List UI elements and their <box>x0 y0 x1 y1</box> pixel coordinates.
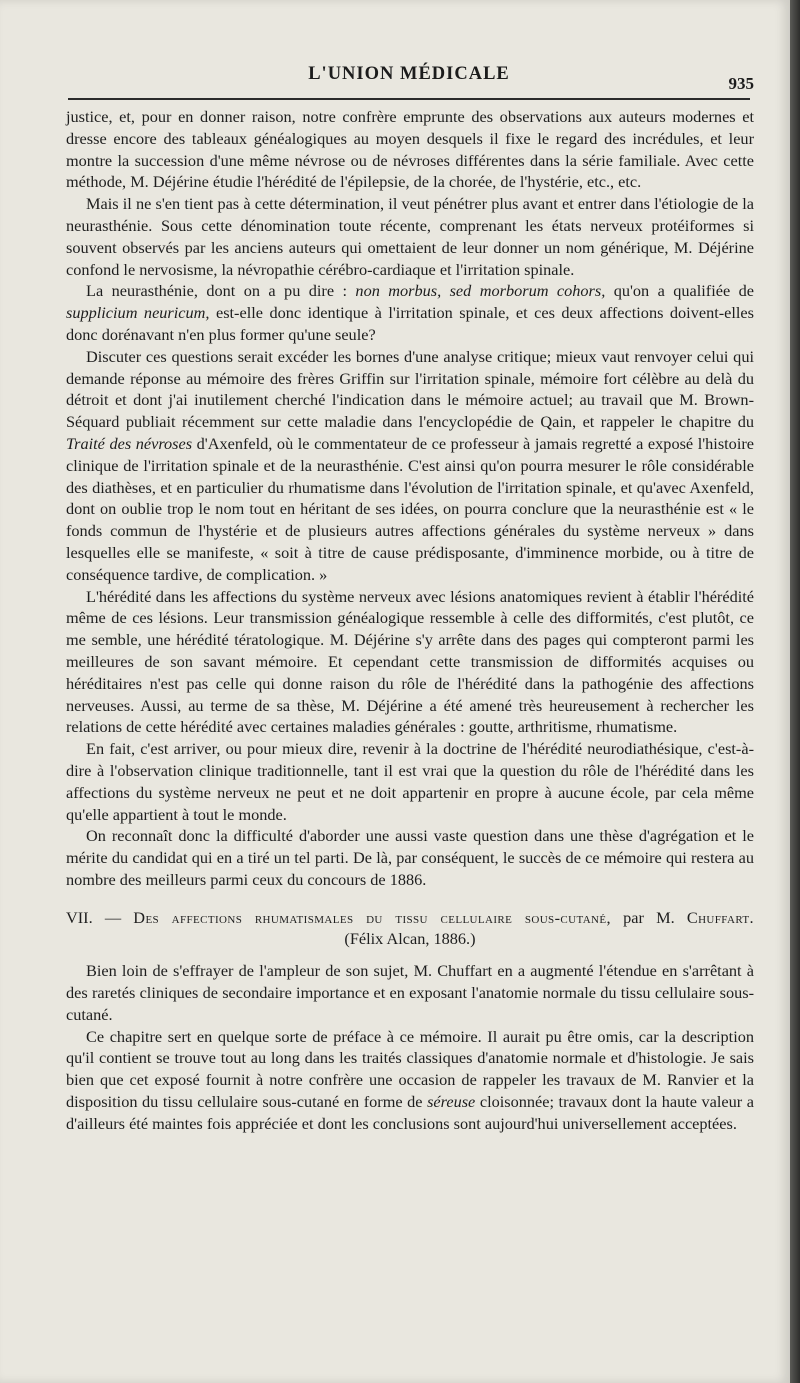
header-rule <box>68 98 750 100</box>
running-title: L'UNION MÉDICALE <box>308 64 510 84</box>
page-edge-shadow <box>790 0 800 1383</box>
term: séreuse <box>427 1092 476 1112</box>
review-author: Chuffart. <box>686 907 755 927</box>
paragraph: Discuter ces questions serait excéder les bornes d'une analyse critique; mieux vaut renvoyer celui qui demande réponse au mémoire des frères Griffin sur l'irritation spinale, mémoire fort célèbre au delà du détroit et dont j'ai inutilement cherché l'indication dans le mémoire actuel; au travail que M. Brown-Séquard publiait récemment sur cette maladie dans l'encyclopédie de Qain, et rappeler le chapitre du Traité des névroses d'Axenfeld, où le commentateur de ce professeur à jamais regretté a exposé l'histoire clinique de l'irritation spinale et de la neurasthénie. C'est ainsi qu'on pourra mesurer le rôle considérable des diathèses, et en particulier du rhumatisme dans l'évolution de l'irritation spinale, et qu'avec Axenfeld, dont on oublie trop le nom tout en héritant de ses idées, on pourra conclure que la neurasthénie est « le fonds commun de l'hystérie et de plusieurs autres affections générales du système nerveux » dans lesquelles elle se manifeste, « soit à titre de cause prédisposante, d'imminence morbide, ou à titre de conséquence tardive, de complication. » <box>66 346 754 584</box>
paragraph: En fait, c'est arriver, ou pour mieux dire, revenir à la doctrine de l'hérédité neurodiathésique, c'est-à-dire à l'observation clinique traditionnelle, tant il est vrai que la question du rôle de l'hérédité dans les affections du système nerveux ne peut et ne doit appartenir en propre à aucune école, par cela même qu'elle appartient à tout le monde. <box>66 739 754 824</box>
latin-term: supplicium neuricum, <box>66 303 210 323</box>
review-title: Des affections rhumatismales du tissu cellulaire sous-cutané, <box>133 907 611 927</box>
paragraph: L'hérédité dans les affections du système nerveux avec lésions anatomiques revient à établir l'hérédité même de ces lésions. Leur transmission généalogique ressemble à celle des difformités, c'est plutôt, ce me semble, une hérédité tératologique. M. Déjérine s'y arrête dans des pages qui compteront parmi les meilleures de son savant mémoire. Et cependant cette transmission de difformités acquises ou héréditaires n'est pas celle qui donne raison du rôle de l'hérédité dans la pathogénie des affections nerveuses. Aussi, au terme de sa thèse, M. Déjérine a été amené très heureusement à rechercher les relations de cette hérédité avec certaines maladies générales : goutte, arthritisme, rhumatisme. <box>66 586 754 737</box>
paragraph: Bien loin de s'effrayer de l'ampleur de son sujet, M. Chuffart en a augmenté l'étendue en s'arrêtant à des raretés cliniques de secondaire importance et en exposant l'anatomie normale du tissu cellulaire sous-cutané. <box>66 961 754 1024</box>
paragraph: Ce chapitre sert en quelque sorte de préface à ce mémoire. Il aurait pu être omis, car la description qu'il contient se trouve tout au long dans les traités classiques d'anatomie normale et d'histologie. Je sais bien que cet exposé fournit à notre confrère une occasion de rappeler les travaux de M. Ranvier et la disposition du tissu cellulaire sous-cutané en forme de séreuse cloisonnée; travaux dont la haute valeur a d'ailleurs été maintes fois appréciée et dont les conclusions sont aujourd'hui universellement acceptées. <box>66 1026 754 1133</box>
review-publisher: (Félix Alcan, 1886.) <box>344 929 476 949</box>
paragraph: La neurasthénie, dont on a pu dire : non morbus, sed morborum cohors, qu'on a qualifiée de supplicium neuricum, est-elle donc identique à l'irritation spinale, et ces deux affections doivent-elles donc dorénavant n'en plus former qu'une seule? <box>66 281 754 344</box>
review-heading <box>66 907 754 951</box>
book-title: Traité des névroses <box>66 433 193 453</box>
article-body <box>66 106 754 1135</box>
paragraph: justice, et, pour en donner raison, notre confrère emprunte des observations aux auteurs modernes et dresse encore des tableaux généalogiques au moyen desquels il fixe le regard des incrédules, et leur montre la succession d'une même névrose ou de névroses différentes dans la série familiale. Avec cette méthode, M. Déjérine étudie l'hérédité de l'épilepsie, de la chorée, de l'hystérie, etc., etc. <box>66 107 754 192</box>
paragraph: Mais il ne s'en tient pas à cette détermination, il veut pénétrer plus avant et entrer dans l'étiologie de la neurasthénie. Sous cette dénomination toute récente, comprenant les états nerveux protéiformes si souvent observés par les anciens auteurs qui omettaient de leur donner un nom générique, M. Déjérine confond le nervosisme, la névropathie cérébro-cardiaque et l'irritation spinale. <box>66 194 754 279</box>
page-header <box>64 62 754 96</box>
review-title-line: VII. — Des affections rhumatismales du tissu cellulaire sous-cutané, par M. Chuffart. <box>66 907 755 927</box>
review-number: VII. — <box>66 907 134 927</box>
paragraph: On reconnaît donc la difficulté d'aborder une aussi vaste question dans une thèse d'agrégation et le mérite du candidat qui en a tiré un tel parti. De là, par conséquent, le succès de ce mémoire qui restera au nombre des meilleurs parmi ceux du concours de 1886. <box>66 826 754 889</box>
latin-quote: non morbus, sed morborum cohors, <box>355 281 606 301</box>
page-number: 935 <box>728 74 754 93</box>
